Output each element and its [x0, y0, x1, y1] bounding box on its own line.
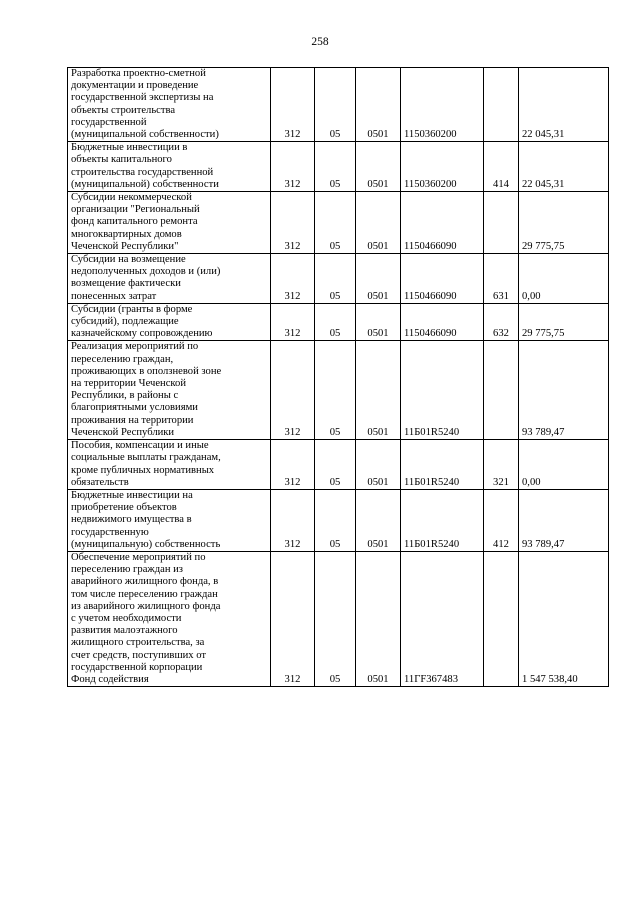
row-subsection-code: 0501: [356, 341, 401, 440]
row-section-code: 05: [315, 142, 356, 192]
row-target-article: 11Б01R5240: [401, 341, 484, 440]
row-section-code: 05: [315, 551, 356, 686]
row-expense-type: 412: [484, 489, 519, 551]
row-target-article: 1150466090: [401, 303, 484, 341]
row-target-article: 1150466090: [401, 192, 484, 254]
row-expense-type: [484, 192, 519, 254]
row-subsection-code: 0501: [356, 303, 401, 341]
row-name: Бюджетные инвестиции на приобретение объектов недвижимого имущества в государственную (муниципальную) собственность: [68, 489, 271, 551]
table-row: [68, 551, 609, 686]
row-name: Реализация мероприятий по переселению граждан, проживающих в оползневой зоне на территории Чеченской Республики, в районы с благоприятными условиями проживания на территории Чеченской Республики: [68, 341, 271, 440]
table-row: [68, 192, 609, 254]
row-ved-code: 312: [271, 341, 315, 440]
row-target-article: 1150360200: [401, 68, 484, 142]
row-expense-type: [484, 341, 519, 440]
row-section-code: 05: [315, 254, 356, 304]
row-name: Бюджетные инвестиции в объекты капитального строительства государственной (муниципальной) собственности: [68, 142, 271, 192]
row-expense-type: 631: [484, 254, 519, 304]
row-amount: 0,00: [519, 440, 609, 490]
budget-table: [67, 67, 609, 687]
row-subsection-code: 0501: [356, 440, 401, 490]
row-section-code: 05: [315, 303, 356, 341]
row-subsection-code: 0501: [356, 551, 401, 686]
budget-table-body: [68, 68, 609, 687]
row-ved-code: 312: [271, 489, 315, 551]
row-target-article: 11Б01R5240: [401, 440, 484, 490]
row-subsection-code: 0501: [356, 192, 401, 254]
row-expense-type: 632: [484, 303, 519, 341]
row-ved-code: 312: [271, 192, 315, 254]
row-target-article: 1150360200: [401, 142, 484, 192]
row-expense-type: 414: [484, 142, 519, 192]
row-ved-code: 312: [271, 303, 315, 341]
row-name: Субсидии на возмещение недополученных доходов и (или) возмещение фактически понесенных затрат: [68, 254, 271, 304]
table-row: [68, 489, 609, 551]
table-row: [68, 142, 609, 192]
row-subsection-code: 0501: [356, 142, 401, 192]
row-ved-code: 312: [271, 142, 315, 192]
row-name: Субсидии (гранты в форме субсидий), подлежащие казначейскому сопровождению: [68, 303, 271, 341]
row-amount: 0,00: [519, 254, 609, 304]
row-name: Обеспечение мероприятий по переселению граждан из аварийного жилищного фонда, в том числе переселению граждан из аварийного жилищного фонда с учетом необходимости развития малоэтажного жилищного строительства, за счет средств, поступивших от государственной корпорации Фонд содействия: [68, 551, 271, 686]
row-name: Субсидии некоммерческой организации "Региональный фонд капитального ремонта многоквартирных домов Чеченской Республики": [68, 192, 271, 254]
row-expense-type: [484, 551, 519, 686]
table-row: [68, 440, 609, 490]
row-section-code: 05: [315, 341, 356, 440]
row-amount: 1 547 538,40: [519, 551, 609, 686]
row-section-code: 05: [315, 489, 356, 551]
row-subsection-code: 0501: [356, 254, 401, 304]
row-expense-type: [484, 68, 519, 142]
table-row: [68, 303, 609, 341]
row-name: Разработка проектно-сметной документации и проведение государственной экспертизы на объекты строительства государственной (муниципальной собственности): [68, 68, 271, 142]
row-subsection-code: 0501: [356, 489, 401, 551]
row-expense-type: 321: [484, 440, 519, 490]
row-amount: 29 775,75: [519, 303, 609, 341]
row-name: Пособия, компенсации и иные социальные выплаты гражданам, кроме публичных нормативных обязательств: [68, 440, 271, 490]
row-amount: 29 775,75: [519, 192, 609, 254]
row-subsection-code: 0501: [356, 68, 401, 142]
row-target-article: 1150466090: [401, 254, 484, 304]
table-row: [68, 341, 609, 440]
row-amount: 93 789,47: [519, 489, 609, 551]
row-ved-code: 312: [271, 68, 315, 142]
row-ved-code: 312: [271, 440, 315, 490]
row-section-code: 05: [315, 440, 356, 490]
row-ved-code: 312: [271, 551, 315, 686]
page-number: 258: [311, 36, 329, 48]
row-ved-code: 312: [271, 254, 315, 304]
row-target-article: 11ГF367483: [401, 551, 484, 686]
row-amount: 22 045,31: [519, 142, 609, 192]
table-row: [68, 68, 609, 142]
table-row: [68, 254, 609, 304]
row-target-article: 11Б01R5240: [401, 489, 484, 551]
row-amount: 93 789,47: [519, 341, 609, 440]
row-section-code: 05: [315, 68, 356, 142]
row-section-code: 05: [315, 192, 356, 254]
row-amount: 22 045,31: [519, 68, 609, 142]
